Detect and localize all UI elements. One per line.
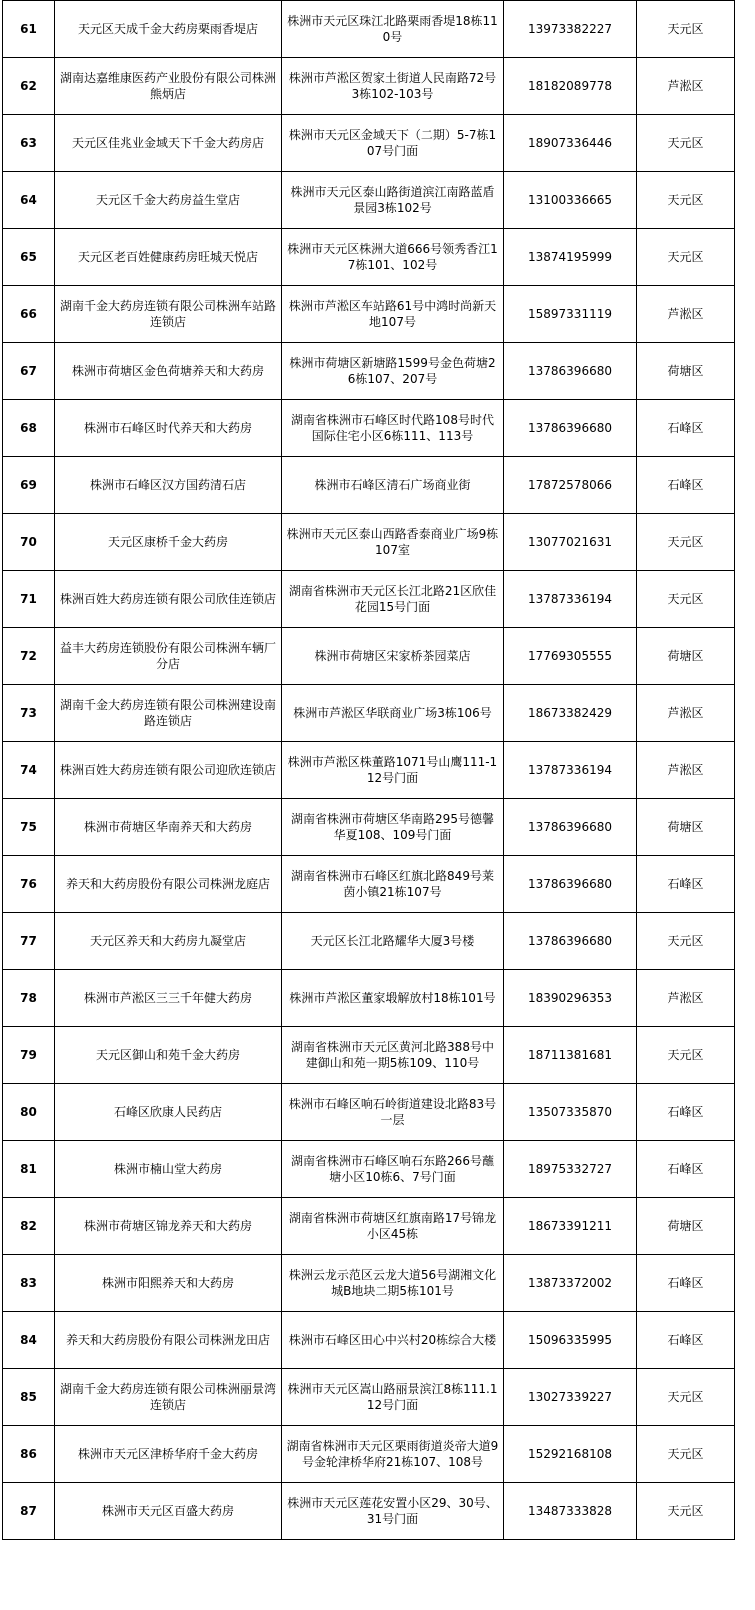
table-row bbox=[3, 457, 735, 514]
row-number-cell: 87 bbox=[3, 1483, 55, 1540]
row-number-cell: 83 bbox=[3, 1255, 55, 1312]
district-cell: 天元区 bbox=[637, 1027, 735, 1084]
table-row bbox=[3, 1255, 735, 1312]
row-number-cell: 77 bbox=[3, 913, 55, 970]
store-address-cell: 株洲市天元区泰山路街道滨江南路蓝盾景园3栋102号 bbox=[282, 172, 504, 229]
store-name-cell: 株洲市天元区津桥华府千金大药房 bbox=[55, 1426, 282, 1483]
store-name-cell: 株洲市荷塘区金色荷塘养天和大药房 bbox=[55, 343, 282, 400]
phone-number-cell: 17769305555 bbox=[504, 628, 637, 685]
district-cell: 天元区 bbox=[637, 1483, 735, 1540]
store-name-cell: 株洲市芦淞区三三千年健大药房 bbox=[55, 970, 282, 1027]
store-address-cell: 湖南省株洲市天元区栗雨街道炎帝大道9号金轮津桥华府21栋107、108号 bbox=[282, 1426, 504, 1483]
store-address-cell: 湖南省株洲市荷塘区华南路295号德馨华夏108、109号门面 bbox=[282, 799, 504, 856]
phone-number-cell: 13077021631 bbox=[504, 514, 637, 571]
district-cell: 石峰区 bbox=[637, 856, 735, 913]
district-cell: 天元区 bbox=[637, 229, 735, 286]
phone-number-cell: 13786396680 bbox=[504, 913, 637, 970]
phone-number-cell: 13786396680 bbox=[504, 799, 637, 856]
row-number-cell: 73 bbox=[3, 685, 55, 742]
district-cell: 石峰区 bbox=[637, 1084, 735, 1141]
phone-number-cell: 13507335870 bbox=[504, 1084, 637, 1141]
phone-number-cell: 15897331119 bbox=[504, 286, 637, 343]
table-row bbox=[3, 343, 735, 400]
row-number-cell: 68 bbox=[3, 400, 55, 457]
table-row bbox=[3, 742, 735, 799]
store-name-cell: 石峰区欣康人民药店 bbox=[55, 1084, 282, 1141]
district-cell: 芦淞区 bbox=[637, 742, 735, 799]
row-number-cell: 72 bbox=[3, 628, 55, 685]
row-number-cell: 85 bbox=[3, 1369, 55, 1426]
store-name-cell: 株洲市荷塘区华南养天和大药房 bbox=[55, 799, 282, 856]
store-name-cell: 天元区老百姓健康药房旺城天悦店 bbox=[55, 229, 282, 286]
store-address-cell: 株洲市芦淞区贺家土街道人民南路72号3栋102-103号 bbox=[282, 58, 504, 115]
phone-number-cell: 13873372002 bbox=[504, 1255, 637, 1312]
phone-number-cell: 13973382227 bbox=[504, 1, 637, 58]
phone-number-cell: 18673382429 bbox=[504, 685, 637, 742]
store-name-cell: 益丰大药房连锁股份有限公司株洲车辆厂分店 bbox=[55, 628, 282, 685]
row-number-cell: 71 bbox=[3, 571, 55, 628]
phone-number-cell: 18673391211 bbox=[504, 1198, 637, 1255]
table-row bbox=[3, 229, 735, 286]
phone-number-cell: 13786396680 bbox=[504, 343, 637, 400]
store-address-cell: 湖南省株洲市石峰区时代路108号时代国际住宅小区6栋111、113号 bbox=[282, 400, 504, 457]
table-row bbox=[3, 514, 735, 571]
store-name-cell: 天元区康桥千金大药房 bbox=[55, 514, 282, 571]
store-address-cell: 株洲云龙示范区云龙大道56号湖湘文化城B地块二期5栋101号 bbox=[282, 1255, 504, 1312]
store-name-cell: 株洲市荷塘区锦龙养天和大药房 bbox=[55, 1198, 282, 1255]
phone-number-cell: 18975332727 bbox=[504, 1141, 637, 1198]
phone-number-cell: 13874195999 bbox=[504, 229, 637, 286]
district-cell: 芦淞区 bbox=[637, 970, 735, 1027]
store-address-cell: 株洲市石峰区田心中兴村20栋综合大楼 bbox=[282, 1312, 504, 1369]
store-name-cell: 天元区佳兆业金域天下千金大药房店 bbox=[55, 115, 282, 172]
table-row bbox=[3, 1426, 735, 1483]
phone-number-cell: 15096335995 bbox=[504, 1312, 637, 1369]
phone-number-cell: 18711381681 bbox=[504, 1027, 637, 1084]
store-name-cell: 天元区御山和苑千金大药房 bbox=[55, 1027, 282, 1084]
table-row bbox=[3, 58, 735, 115]
store-name-cell: 株洲市石峰区时代养天和大药房 bbox=[55, 400, 282, 457]
phone-number-cell: 13787336194 bbox=[504, 571, 637, 628]
table-row bbox=[3, 400, 735, 457]
table-row bbox=[3, 1, 735, 58]
store-address-cell: 湖南省株洲市天元区长江北路21区欣佳花园15号门面 bbox=[282, 571, 504, 628]
store-name-cell: 天元区天成千金大药房栗雨香堤店 bbox=[55, 1, 282, 58]
store-address-cell: 湖南省株洲市石峰区响石东路266号蘸塘小区10栋6、7号门面 bbox=[282, 1141, 504, 1198]
phone-number-cell: 13487333828 bbox=[504, 1483, 637, 1540]
district-cell: 荷塘区 bbox=[637, 343, 735, 400]
district-cell: 荷塘区 bbox=[637, 628, 735, 685]
store-name-cell: 株洲百姓大药房连锁有限公司迎欣连锁店 bbox=[55, 742, 282, 799]
store-address-cell: 株洲市天元区金域天下（二期）5-7栋107号门面 bbox=[282, 115, 504, 172]
table-row bbox=[3, 1027, 735, 1084]
row-number-cell: 82 bbox=[3, 1198, 55, 1255]
store-address-cell: 天元区长江北路耀华大厦3号楼 bbox=[282, 913, 504, 970]
store-address-cell: 湖南省株洲市天元区黄河北路388号中建御山和苑一期5栋109、110号 bbox=[282, 1027, 504, 1084]
district-cell: 芦淞区 bbox=[637, 286, 735, 343]
district-cell: 芦淞区 bbox=[637, 685, 735, 742]
store-address-cell: 株洲市石峰区清石广场商业街 bbox=[282, 457, 504, 514]
row-number-cell: 64 bbox=[3, 172, 55, 229]
table-row bbox=[3, 1084, 735, 1141]
row-number-cell: 78 bbox=[3, 970, 55, 1027]
district-cell: 天元区 bbox=[637, 913, 735, 970]
row-number-cell: 63 bbox=[3, 115, 55, 172]
row-number-cell: 69 bbox=[3, 457, 55, 514]
district-cell: 天元区 bbox=[637, 571, 735, 628]
phone-number-cell: 18907336446 bbox=[504, 115, 637, 172]
store-address-cell: 株洲市天元区株洲大道666号领秀香江17栋101、102号 bbox=[282, 229, 504, 286]
district-cell: 石峰区 bbox=[637, 457, 735, 514]
store-address-cell: 株洲市芦淞区车站路61号中鸿时尚新天地107号 bbox=[282, 286, 504, 343]
phone-number-cell: 13786396680 bbox=[504, 400, 637, 457]
district-cell: 芦淞区 bbox=[637, 58, 735, 115]
row-number-cell: 66 bbox=[3, 286, 55, 343]
row-number-cell: 65 bbox=[3, 229, 55, 286]
district-cell: 石峰区 bbox=[637, 1312, 735, 1369]
district-cell: 石峰区 bbox=[637, 1141, 735, 1198]
table-body bbox=[3, 1, 735, 1540]
row-number-cell: 74 bbox=[3, 742, 55, 799]
table-row bbox=[3, 1483, 735, 1540]
store-address-cell: 株洲市天元区泰山西路香泰商业广场9栋107室 bbox=[282, 514, 504, 571]
phone-number-cell: 13787336194 bbox=[504, 742, 637, 799]
row-number-cell: 76 bbox=[3, 856, 55, 913]
store-name-cell: 湖南千金大药房连锁有限公司株洲建设南路连锁店 bbox=[55, 685, 282, 742]
store-address-cell: 株洲市天元区莲花安置小区29、30号、31号门面 bbox=[282, 1483, 504, 1540]
table-row bbox=[3, 856, 735, 913]
row-number-cell: 86 bbox=[3, 1426, 55, 1483]
phone-number-cell: 13100336665 bbox=[504, 172, 637, 229]
store-name-cell: 株洲市天元区百盛大药房 bbox=[55, 1483, 282, 1540]
phone-number-cell: 13027339227 bbox=[504, 1369, 637, 1426]
store-address-cell: 湖南省株洲市荷塘区红旗南路17号锦龙小区45栋 bbox=[282, 1198, 504, 1255]
district-cell: 荷塘区 bbox=[637, 799, 735, 856]
store-name-cell: 天元区千金大药房益生堂店 bbox=[55, 172, 282, 229]
row-number-cell: 84 bbox=[3, 1312, 55, 1369]
pharmacy-list-table bbox=[2, 0, 735, 1540]
row-number-cell: 61 bbox=[3, 1, 55, 58]
phone-number-cell: 15292168108 bbox=[504, 1426, 637, 1483]
phone-number-cell: 18182089778 bbox=[504, 58, 637, 115]
district-cell: 天元区 bbox=[637, 1369, 735, 1426]
table-row bbox=[3, 571, 735, 628]
phone-number-cell: 17872578066 bbox=[504, 457, 637, 514]
table-row bbox=[3, 286, 735, 343]
store-address-cell: 株洲市芦淞区董家塅解放村18栋101号 bbox=[282, 970, 504, 1027]
table-row bbox=[3, 1141, 735, 1198]
district-cell: 石峰区 bbox=[637, 1255, 735, 1312]
row-number-cell: 79 bbox=[3, 1027, 55, 1084]
table-row bbox=[3, 115, 735, 172]
district-cell: 天元区 bbox=[637, 514, 735, 571]
table-row bbox=[3, 799, 735, 856]
table-row bbox=[3, 913, 735, 970]
district-cell: 荷塘区 bbox=[637, 1198, 735, 1255]
table-row bbox=[3, 970, 735, 1027]
store-address-cell: 湖南省株洲市石峰区红旗北路849号莱茵小镇21栋107号 bbox=[282, 856, 504, 913]
store-name-cell: 天元区养天和大药房九凝堂店 bbox=[55, 913, 282, 970]
table-row bbox=[3, 685, 735, 742]
store-name-cell: 湖南千金大药房连锁有限公司株洲车站路连锁店 bbox=[55, 286, 282, 343]
store-address-cell: 株洲市石峰区响石岭街道建设北路83号一层 bbox=[282, 1084, 504, 1141]
store-address-cell: 株洲市天元区嵩山路丽景滨江8栋111.112号门面 bbox=[282, 1369, 504, 1426]
row-number-cell: 70 bbox=[3, 514, 55, 571]
row-number-cell: 62 bbox=[3, 58, 55, 115]
district-cell: 天元区 bbox=[637, 115, 735, 172]
store-name-cell: 株洲市楠山堂大药房 bbox=[55, 1141, 282, 1198]
store-name-cell: 株洲市石峰区汉方国药清石店 bbox=[55, 457, 282, 514]
table-row bbox=[3, 172, 735, 229]
phone-number-cell: 18390296353 bbox=[504, 970, 637, 1027]
district-cell: 天元区 bbox=[637, 1, 735, 58]
row-number-cell: 67 bbox=[3, 343, 55, 400]
district-cell: 天元区 bbox=[637, 172, 735, 229]
store-name-cell: 株洲市阳熙养天和大药房 bbox=[55, 1255, 282, 1312]
district-cell: 天元区 bbox=[637, 1426, 735, 1483]
store-name-cell: 养天和大药房股份有限公司株洲龙庭店 bbox=[55, 856, 282, 913]
row-number-cell: 80 bbox=[3, 1084, 55, 1141]
store-name-cell: 养天和大药房股份有限公司株洲龙田店 bbox=[55, 1312, 282, 1369]
store-address-cell: 株洲市荷塘区宋家桥茶园菜店 bbox=[282, 628, 504, 685]
store-address-cell: 株洲市芦淞区株董路1071号山鹰111-112号门面 bbox=[282, 742, 504, 799]
store-name-cell: 株洲百姓大药房连锁有限公司欣佳连锁店 bbox=[55, 571, 282, 628]
store-name-cell: 湖南达嘉维康医药产业股份有限公司株洲熊炳店 bbox=[55, 58, 282, 115]
row-number-cell: 75 bbox=[3, 799, 55, 856]
store-name-cell: 湖南千金大药房连锁有限公司株洲丽景湾连锁店 bbox=[55, 1369, 282, 1426]
table-row bbox=[3, 1312, 735, 1369]
table-row bbox=[3, 628, 735, 685]
district-cell: 石峰区 bbox=[637, 400, 735, 457]
table-row bbox=[3, 1198, 735, 1255]
row-number-cell: 81 bbox=[3, 1141, 55, 1198]
store-address-cell: 株洲市芦淞区华联商业广场3栋106号 bbox=[282, 685, 504, 742]
store-address-cell: 株洲市荷塘区新塘路1599号金色荷塘26栋107、207号 bbox=[282, 343, 504, 400]
phone-number-cell: 13786396680 bbox=[504, 856, 637, 913]
store-address-cell: 株洲市天元区珠江北路栗雨香堤18栋110号 bbox=[282, 1, 504, 58]
table-row bbox=[3, 1369, 735, 1426]
